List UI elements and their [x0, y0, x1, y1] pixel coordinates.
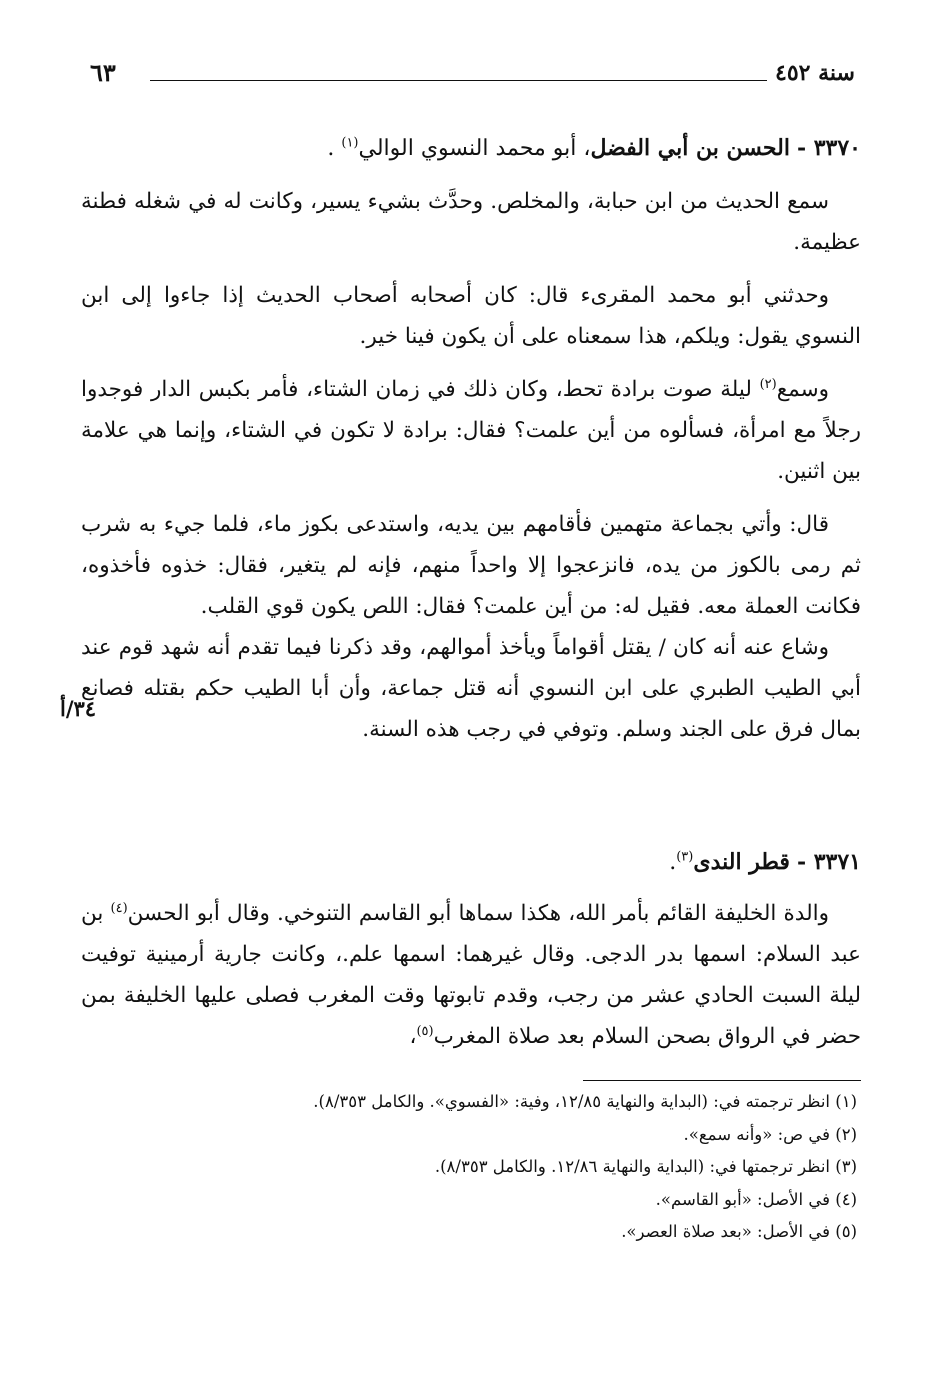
- entry-name: قطر الندى: [693, 849, 790, 875]
- footnote: (٥) في الأصل: «بعد صلاة العصر».: [621, 1222, 857, 1241]
- entry-number: ٣٣٧٠ -: [796, 135, 861, 161]
- entry-3370-body: [81, 181, 861, 750]
- paragraph: وشاع عنه أنه كان / يقتل أقواماً ويأخذ أموالهم، وقد ذكرنا فيما تقدم أنه شهد قوم عند أبي الطيب الطبري على ابن النسوي أنه قتل جماعة، وأن أبا الطيب حكم بقتله فصانع بمال فرق على الجند وسلم. وتوفي في رجب هذه السنة.: [81, 635, 861, 742]
- header-year: سنة ٤٥٢: [775, 60, 855, 86]
- footnote: (٤) في الأصل: «أبو القاسم».: [655, 1189, 857, 1209]
- page-number: ٦٣: [90, 58, 116, 87]
- footnote: (١) انظر ترجمته في: (البداية والنهاية ١٢/٨٥، وفية: «الفسوي». والكامل ٨/٣٥٣).: [313, 1092, 857, 1111]
- paragraph: [81, 369, 861, 492]
- paragraph-text: ،: [409, 1024, 417, 1049]
- footnote-ref: (١): [341, 135, 359, 151]
- footnote: (٣) انظر ترجمتها في: (البداية والنهاية ١٢/٨٦. والكامل ٨/٣٥٣).: [434, 1157, 857, 1176]
- paragraph-text: والدة الخليفة القائم بأمر الله، هكذا سماها أبو القاسم التنوخي. وقال أبو الحسن: [127, 901, 829, 926]
- header-rule: [150, 80, 767, 81]
- running-header: [90, 58, 855, 92]
- entry-number: ٣٣٧١ -: [796, 849, 861, 875]
- margin-folio-note: ٣٤/أ: [60, 696, 97, 721]
- entry-3371-body: [81, 893, 861, 1057]
- entry-end: .: [669, 850, 677, 875]
- paragraph-text: وسمع: [776, 377, 829, 402]
- paragraph: وحدثني أبو محمد المقرىء قال: كان أصحابه أصحاب الحديث إذا جاءوا إلى ابن النسوي يقول: ويلكم، هذا سمعناه على أن يكون فينا خير.: [81, 283, 861, 349]
- entry-descriptor: ، أبو محمد النسوي الوالي: [358, 136, 591, 161]
- paragraph: [81, 893, 861, 1057]
- paragraph-text: بن عبد السلام: اسمها بدر الدجى. وقال غيرهما: اسمها علم.، وكانت جارية أرمينية توفيت ليلة السبت الحادي عشر من رجب، وقدم تابوتها وقت المغرب فصلى عليها الخليفة بمن حضر في الرواق بصحن السلام بعد صلاة المغرب: [81, 901, 861, 1049]
- footnote-separator: [583, 1080, 861, 1081]
- entry-heading-3370: [81, 128, 861, 169]
- entry-end: .: [327, 136, 342, 161]
- paragraph: قال: وأتي بجماعة متهمين فأقامهم بين يديه، واستدعى بكوز ماء، فلما جيء به شرب ثم رمى بالكوز من يده، فانزعجوا إلا واحداً منهم، فإنه لم يتغير، فقال: خذوه فأخذوه، فكانت العملة معه. فقيل له: من أين علمت؟ فقال: اللص يكون قوي القلب.: [81, 512, 861, 619]
- footnote-ref: (٤): [110, 900, 128, 916]
- paragraph-text: ليلة صوت برادة تحط، وكان ذلك في زمان الشتاء، فأمر بكبس الدار فوجدوا رجلاً مع امرأة، فسألوه من أين علمت؟ فقال: برادة لا تكون في الشتاء، وإنما هي علامة بين اثنين.: [81, 377, 861, 484]
- footnote-ref: (٢): [759, 376, 777, 392]
- footnotes: [82, 1086, 857, 1249]
- paragraph: سمع الحديث من ابن حبابة، والمخلص. وحدَّث بشيء يسير، وكانت له في شغله فطنة عظيمة.: [81, 189, 861, 255]
- footnote-ref: (٣): [676, 849, 694, 865]
- footnote-ref: (٥): [416, 1023, 434, 1039]
- footnote: (٢) في ص: «وأنه سمع».: [683, 1124, 857, 1144]
- entry-name: الحسن بن أبي الفضل: [590, 135, 790, 161]
- entry-heading-3371: [81, 842, 861, 883]
